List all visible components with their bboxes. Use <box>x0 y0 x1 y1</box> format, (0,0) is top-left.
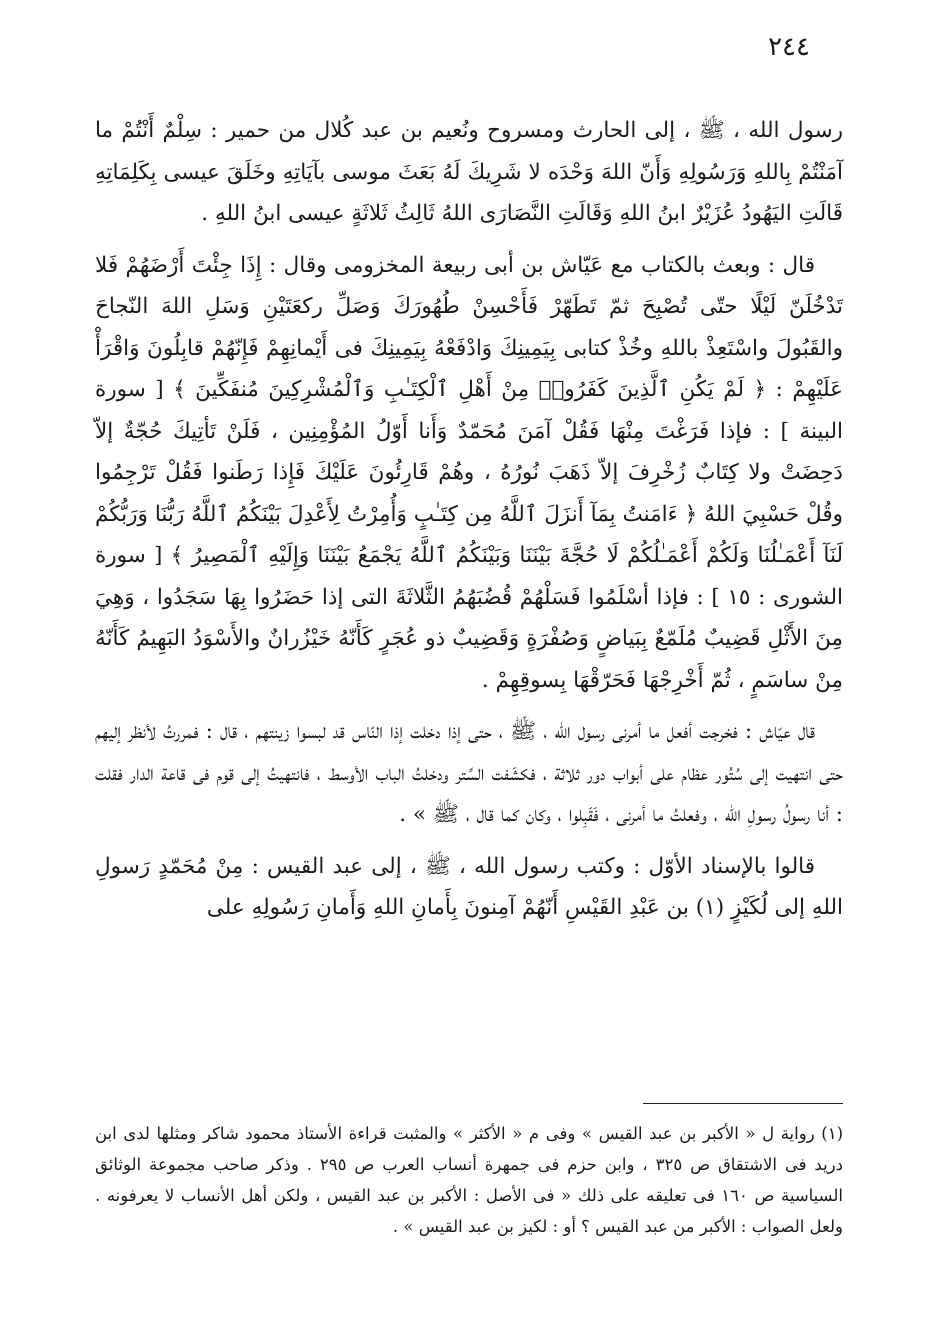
paragraph-4: قالوا بالإسناد الأوّل : وكتب رسول الله ، ﷺ ، إلى عبد القيس : مِنْ مُحَمّدٍ رَسولِ اللهِ إلى لُكَيْزٍ (١) بن عَبْدِ القَيْسِ أَنّهُمْ آمِنونَ بِأَمانِ اللهِ وَأَمانِ رَسُولِهِ على <box>95 853 843 920</box>
footnotes <box>95 1118 843 1242</box>
footnote-separator <box>643 1103 843 1104</box>
footnote-1: (١) رواية ل « الأكبر بن عبد القيس » وفى م « الأكثر » والمثبت قراءة الأستاذ محمود شاكر ومثلها لدى ابن دريد فى الاشتقاق ص ٣٢٥ ، وابن حزم فى جمهرة أنساب العرب ص ٢٩٥ . وذكر صاحب مجموعة الوثائق السياسية ص ١٦٠ فى تعليقه على ذلك « فى الأصل : الأكبر بن عبد القيس ، ولكن أهل الأنساب لا يعرفونه . ولعل الصواب : الأكبر من عبد القيس ؟ أو : لكيز بن عبد القيس » . <box>95 1124 843 1236</box>
paragraph-1: رسول الله ، ﷺ ، إلى الحارث ومسروح ونُعيم بن عبد كُلال من حمير : سِلْمٌ أَنْتُمْ ما آمَنْتُمْ بِاللهِ وَرَسُولِهِ وَأَنّ اللهَ وَحْدَه لا شَرِيكَ لَهُ بَعَثَ موسى بآيَاتِهِ وخَلَقَ عيسى بِكَلِمَاتِهِ قَالَتِ اليَهُودُ عُزَيْرٌ ابنُ اللهِ وَقَالَتِ النَّصَارَى اللهُ ثَالِثُ ثَلاثَةٍ عيسى ابنُ اللهِ . <box>95 118 843 226</box>
main-text <box>95 110 843 939</box>
page-number: ٢٤٤ <box>768 32 810 62</box>
paragraph-2: قال : وبعث بالكتاب مع عَيّاش بن أبى ربيعة المخزومى وقال : إِذَا جِئْتَ أَرْضَهُمْ فَلا تَدْخُلَنّ لَيْلًا حتّى تُصْبِحَ ثمّ تَطَهّرْ فَأَحْسِنْ طُهُورَكَ وَصَلِّ ركعَتَيْنِ وَسَلِ اللهَ النّجاحَ والقَبُولَ واسْتَعِذْ باللهِ وخُذْ كتابى بِيَمِينِكَ وَادْفَعْهُ بِيَمِينِكَ فى أَيْمانِهِمْ فَإِنّهُمْ قابِلُونَ وَاقْرَأْ عَلَيْهِمْ : ﴿ لَمْ يَكُنِ ٱلَّذِينَ كَفَرُوا۟ مِنْ أَهْلِ ٱلْكِتَـٰبِ وَٱلْمُشْرِكِينَ مُنفَكِّينَ ﴾ [ سورة البينة ] : فإذا فَرَغْتَ مِنْهَا فَقُلْ آمَنَ مُحَمّدٌ وَأَنا أَوّلُ المُؤْمِنِين ، فَلَنْ تَأتِيكَ حُجّةٌ إلاّ دَحِضَتْ ولا كِتَابٌ زُخْرِفَ إلاّ ذَهَبَ نُورُهُ ، وهُمْ قَارِئُونَ عَلَيْكَ فَإِذا رَطَنوا فَقُلْ تَرْجِمُوا وقُلْ حَسْبِيَ اللهُ ﴿ ءَامَنتُ بِمَآ أَنزَلَ ٱللَّهُ مِن كِتَـٰبٍ وَأُمِرْتُ لِأَعْدِلَ بَيْنَكُمُ ٱللَّهُ رَبُّنَا وَرَبُّكُمْ لَنَآ أَعْمَـٰلُنَا وَلَكُمْ أَعْمَـٰلُكُمْ لَا حُجَّةَ بَيْنَنَا وَبَيْنَكُمُ ٱللَّهُ يَجْمَعُ بَيْنَنَا وَإِلَيْهِ ٱلْمَصِيرُ ﴾ [ سورة الشورى : ١٥ ] : فإذا أسْلَمُوا فَسَلْهُمْ قُضُبَهُمُ الثَّلاثَةَ التى إذا حَضَرُوا بِهَا سَجَدُوا ، وَهِيَ مِنَ الأَثْلِ قَضِيبٌ مُلَمّعٌ بِبَياضٍ وَصُفْرَةٍ وَقَضِيبٌ ذو عُجَرٍ كَأَنّهُ خَيْزُرانٌ والأَسْوَدُ البَهِيمُ كَأَنّهُ مِنْ ساسَمٍ ، ثُمّ أَخْرِجْهَا فَحَرّقْهَا بِسوقِهِمْ . <box>95 252 843 693</box>
paragraph-3: قال عيّاش : فخرجت أفعل ما أمرنى رسول الله ، ﷺ ، حتى إذا دخلت إذا النّاس قد لبسوا زينتهم ، قال : فمررتُ لأنظر إليهم حتى انتهيت إلى سُتُور عظام على أبواب دور ثلاثة ، فكشَفت السِّتر ودخلتُ الباب الأوسط ، فانتهيتُ إلى قوم فى قاعة الدار فقلت : أنا رسولُ رسولِ الله ، وفعلتُ ما أمرنى ، فَقَبِلوا ، وكان كما قال ، ﷺ » . <box>95 719 843 827</box>
